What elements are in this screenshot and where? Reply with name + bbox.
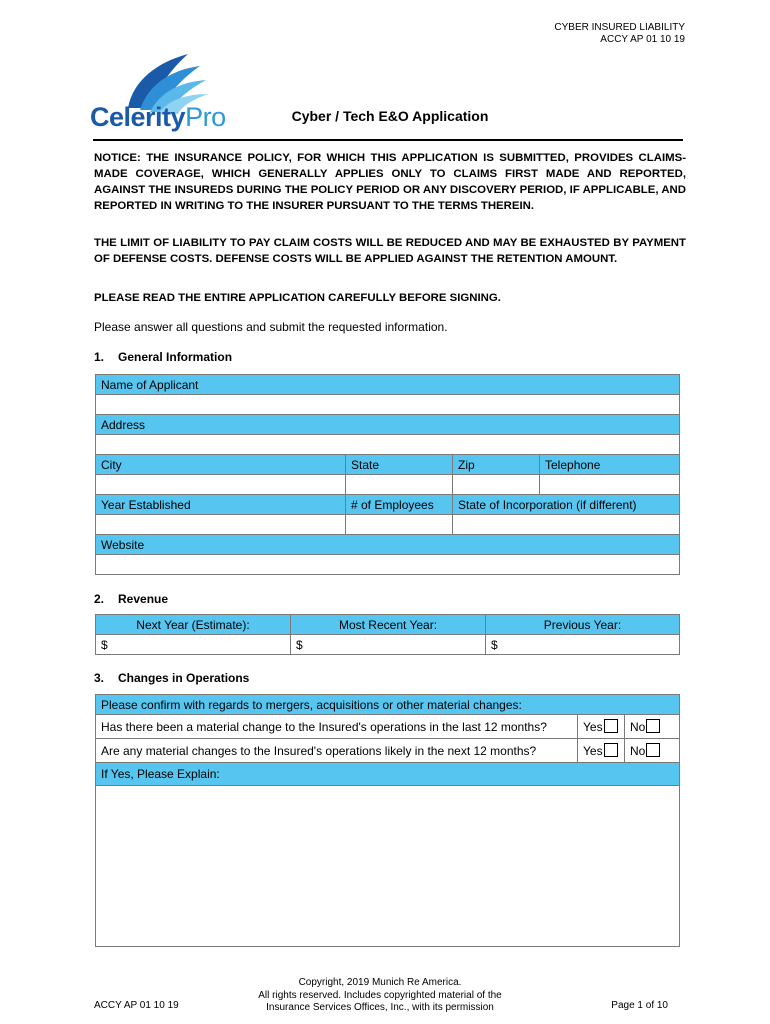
notice-read-carefully: PLEASE READ THE ENTIRE APPLICATION CAREFULLY BEFORE SIGNING. <box>94 292 501 304</box>
notice-limit-of-liability: THE LIMIT OF LIABILITY TO PAY CLAIM COSTS WILL BE REDUCED AND MAY BE EXHAUSTED BY PAYMENT OF DEFENSE COSTS. DEFENSE COSTS WILL BE APPLIED AGAINST THE RETENTION AMOUNT. <box>94 237 686 265</box>
title-divider <box>93 139 683 141</box>
q1-no-option[interactable] <box>625 715 680 739</box>
section-title: Revenue <box>118 592 169 606</box>
currency-symbol: $ <box>296 637 303 652</box>
footer-copyright <box>230 977 530 1015</box>
q2-no-checkbox[interactable] <box>646 743 660 757</box>
footer-form-code: ACCY AP 01 10 19 <box>94 1000 179 1011</box>
employees-field[interactable] <box>346 515 453 535</box>
yes-label: Yes <box>583 744 603 758</box>
zip-label: Zip <box>453 455 540 475</box>
city-label: City <box>96 455 346 475</box>
notice-claims-made: NOTICE: THE INSURANCE POLICY, FOR WHICH THIS APPLICATION IS SUBMITTED, PROVIDES CLAIMS-MADE COVERAGE, WHICH GENERALLY APPLIES ONLY TO CLAIMS FIRST MADE AND REPORTED, AGAINST THE INSUREDS DURING THE POLICY PERIOD OR ANY DISCOVERY PERIOD, IF APPLICABLE, AND REPORTED IN WRITING TO THE INSURER PURSUANT TO THE TERMS THEREIN. <box>94 152 686 212</box>
state-of-incorporation-field[interactable] <box>453 515 680 535</box>
question-material-change-next-12-months: Are any material changes to the Insured's operations likely in the next 12 months? <box>96 739 578 763</box>
section-heading-general-information <box>94 350 232 364</box>
q2-yes-option[interactable] <box>578 739 625 763</box>
next-year-field[interactable] <box>96 635 291 655</box>
currency-symbol: $ <box>491 637 498 652</box>
most-recent-year-field[interactable] <box>291 635 486 655</box>
q2-no-option[interactable] <box>625 739 680 763</box>
changes-intro: Please confirm with regards to mergers, acquisitions or other material changes: <box>96 695 680 715</box>
section-heading-revenue <box>94 592 168 606</box>
section-number: 1. <box>94 350 105 364</box>
q2-yes-checkbox[interactable] <box>604 743 618 757</box>
q1-yes-option[interactable] <box>578 715 625 739</box>
name-of-applicant-label: Name of Applicant <box>96 375 680 395</box>
instructions: Please answer all questions and submit the requested information. <box>94 320 448 334</box>
currency-symbol: $ <box>101 637 108 652</box>
explain-label: If Yes, Please Explain: <box>96 763 680 786</box>
page-number: Page 1 of 10 <box>611 1000 668 1011</box>
logo-brand-accent: Pro <box>185 102 226 132</box>
city-field[interactable] <box>96 475 346 495</box>
name-of-applicant-field[interactable] <box>96 395 680 415</box>
year-established-field[interactable] <box>96 515 346 535</box>
employees-label: # of Employees <box>346 495 453 515</box>
telephone-field[interactable] <box>540 475 680 495</box>
section-title: Changes in Operations <box>118 671 250 685</box>
website-field[interactable] <box>96 555 680 575</box>
section-heading-changes-in-operations <box>94 671 249 685</box>
previous-year-label: Previous Year: <box>486 615 680 635</box>
q1-yes-checkbox[interactable] <box>604 719 618 733</box>
website-label: Website <box>96 535 680 555</box>
explain-field[interactable] <box>96 786 680 947</box>
previous-year-field[interactable] <box>486 635 680 655</box>
copyright-line-3: Insurance Services Offices, Inc., with its permission <box>266 1002 494 1013</box>
section-number: 3. <box>94 671 105 685</box>
next-year-label: Next Year (Estimate): <box>96 615 291 635</box>
general-information-table <box>95 374 680 575</box>
copyright-line-1: Copyright, 2019 Munich Re America. <box>298 977 462 988</box>
page-title: Cyber / Tech E&O Application <box>291 108 489 124</box>
year-established-label: Year Established <box>96 495 346 515</box>
document-header <box>554 22 685 46</box>
most-recent-year-label: Most Recent Year: <box>291 615 486 635</box>
form-code: ACCY AP 01 10 19 <box>600 34 685 45</box>
section-title: General Information <box>118 350 233 364</box>
yes-label: Yes <box>583 720 603 734</box>
copyright-line-2: All rights reserved. Includes copyrighted material of the <box>258 989 502 1001</box>
question-material-change-last-12-months: Has there been a material change to the Insured's operations in the last 12 months? <box>96 715 578 739</box>
section-number: 2. <box>94 592 105 606</box>
document-type: CYBER INSURED LIABILITY <box>554 22 685 33</box>
no-label: No <box>630 720 646 734</box>
state-field[interactable] <box>346 475 453 495</box>
q1-no-checkbox[interactable] <box>646 719 660 733</box>
state-label: State <box>346 455 453 475</box>
address-label: Address <box>96 415 680 435</box>
zip-field[interactable] <box>453 475 540 495</box>
changes-in-operations-table <box>95 694 680 947</box>
no-label: No <box>630 744 646 758</box>
revenue-table <box>95 614 680 655</box>
logo-brand-main: Celerity <box>90 102 186 132</box>
telephone-label: Telephone <box>540 455 680 475</box>
state-of-incorporation-label: State of Incorporation (if different) <box>453 495 680 515</box>
address-field[interactable] <box>96 435 680 455</box>
